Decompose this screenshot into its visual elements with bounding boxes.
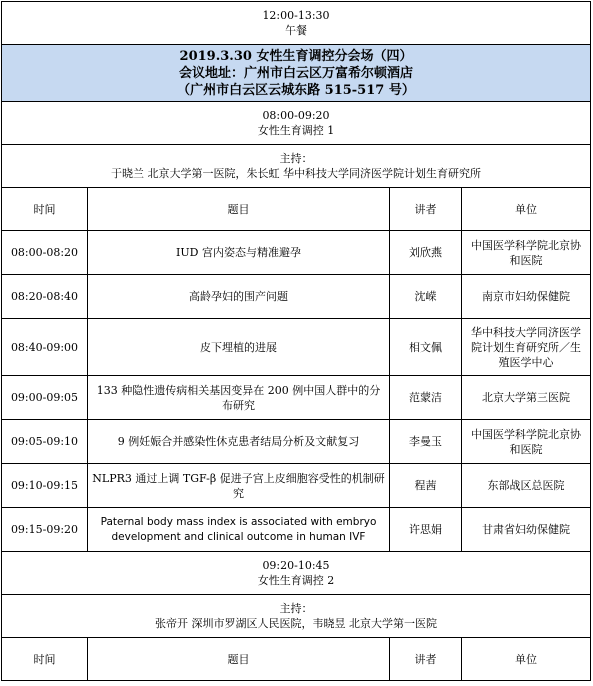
talk-topic: IUD 宫内姿态与精准避孕 (88, 231, 390, 275)
col-header-time: 时间 (2, 638, 88, 681)
table-row (2, 275, 591, 319)
lunch-time: 12:00-13:30 (262, 9, 330, 22)
talk-time: 09:00-09:05 (2, 376, 88, 420)
talk-speaker: 范蒙洁 (390, 376, 462, 420)
talk-topic: 高龄孕妇的围产问题 (88, 275, 390, 319)
block1-title: 女性生育调控 1 (257, 124, 335, 137)
talk-time: 09:05-09:10 (2, 420, 88, 464)
column-header-row-2 (2, 638, 591, 681)
talk-speaker: 许思娟 (390, 508, 462, 552)
col-header-unit: 单位 (462, 188, 591, 231)
talk-topic: Paternal body mass index is associated with embryo development and clinical outcome in human IVF (88, 508, 390, 552)
talk-time: 09:15-09:20 (2, 508, 88, 552)
col-header-topic: 题目 (88, 188, 390, 231)
block1-title-cell (2, 102, 591, 145)
talk-unit: 南京市妇幼保健院 (462, 275, 591, 319)
block1-hosts: 于晓兰 北京大学第一医院，朱长虹 华中科技大学同济医学院计划生育研究所 (111, 167, 481, 180)
block2-time: 09:20-10:45 (262, 559, 330, 572)
talk-topic: 皮下埋植的进展 (88, 319, 390, 376)
session-header (2, 45, 591, 102)
lunch-label: 午餐 (285, 24, 307, 37)
col-header-unit: 单位 (462, 638, 591, 681)
talk-speaker: 程茜 (390, 464, 462, 508)
block2-title-cell (2, 552, 591, 595)
column-header-row (2, 188, 591, 231)
talk-time: 08:40-09:00 (2, 319, 88, 376)
talk-unit: 中国医学科学院北京协和医院 (462, 231, 591, 275)
block2-hosts-row (2, 595, 591, 638)
talk-time: 09:10-09:15 (2, 464, 88, 508)
session-address: （广州市白云区云城东路 515-517 号） (177, 82, 415, 98)
talk-unit: 东部战区总医院 (462, 464, 591, 508)
block2-title-row (2, 552, 591, 595)
session-header-row (2, 45, 591, 102)
talk-time: 08:20-08:40 (2, 275, 88, 319)
talk-speaker: 刘欣燕 (390, 231, 462, 275)
talk-speaker: 相文佩 (390, 319, 462, 376)
talk-unit: 北京大学第三医院 (462, 376, 591, 420)
col-header-time: 时间 (2, 188, 88, 231)
table-row (2, 319, 591, 376)
talk-unit: 华中科技大学同济医学院计划生育研究所／生殖医学中心 (462, 319, 591, 376)
talk-time: 08:00-08:20 (2, 231, 88, 275)
table-row (2, 420, 591, 464)
lunch-row (2, 2, 591, 45)
talk-unit: 甘肃省妇幼保健院 (462, 508, 591, 552)
talk-speaker: 沈嵘 (390, 275, 462, 319)
block1-time: 08:00-09:20 (262, 109, 330, 122)
col-header-speaker: 讲者 (390, 638, 462, 681)
talk-unit: 中国医学科学院北京协和医院 (462, 420, 591, 464)
table-row (2, 376, 591, 420)
block2-hosts-cell (2, 595, 591, 638)
schedule-table (1, 1, 591, 681)
talk-speaker: 李曼玉 (390, 420, 462, 464)
table-row (2, 508, 591, 552)
col-header-topic: 题目 (88, 638, 390, 681)
block2-host-label: 主持： (279, 602, 313, 615)
block1-hosts-cell (2, 145, 591, 188)
block2-hosts: 张帝开 深圳市罗湖区人民医院，韦晓昱 北京大学第一医院 (155, 617, 437, 630)
block2-title: 女性生育调控 2 (257, 574, 335, 587)
talk-topic: 9 例妊娠合并感染性休克患者结局分析及文献复习 (88, 420, 390, 464)
talk-topic: 133 种隐性遗传病相关基因变异在 200 例中国人群中的分布研究 (88, 376, 390, 420)
col-header-speaker: 讲者 (390, 188, 462, 231)
lunch-cell (2, 2, 591, 45)
table-row (2, 464, 591, 508)
block1-host-label: 主持： (279, 152, 313, 165)
block1-hosts-row (2, 145, 591, 188)
session-venue: 会议地址：广州市白云区万富希尔顿酒店 (178, 65, 413, 81)
table-row (2, 231, 591, 275)
block1-title-row (2, 102, 591, 145)
session-title: 2019.3.30 女性生育调控分会场（四） (179, 48, 413, 64)
talk-topic: NLPR3 通过上调 TGF-β 促进子宫上皮细胞容受性的机制研究 (88, 464, 390, 508)
